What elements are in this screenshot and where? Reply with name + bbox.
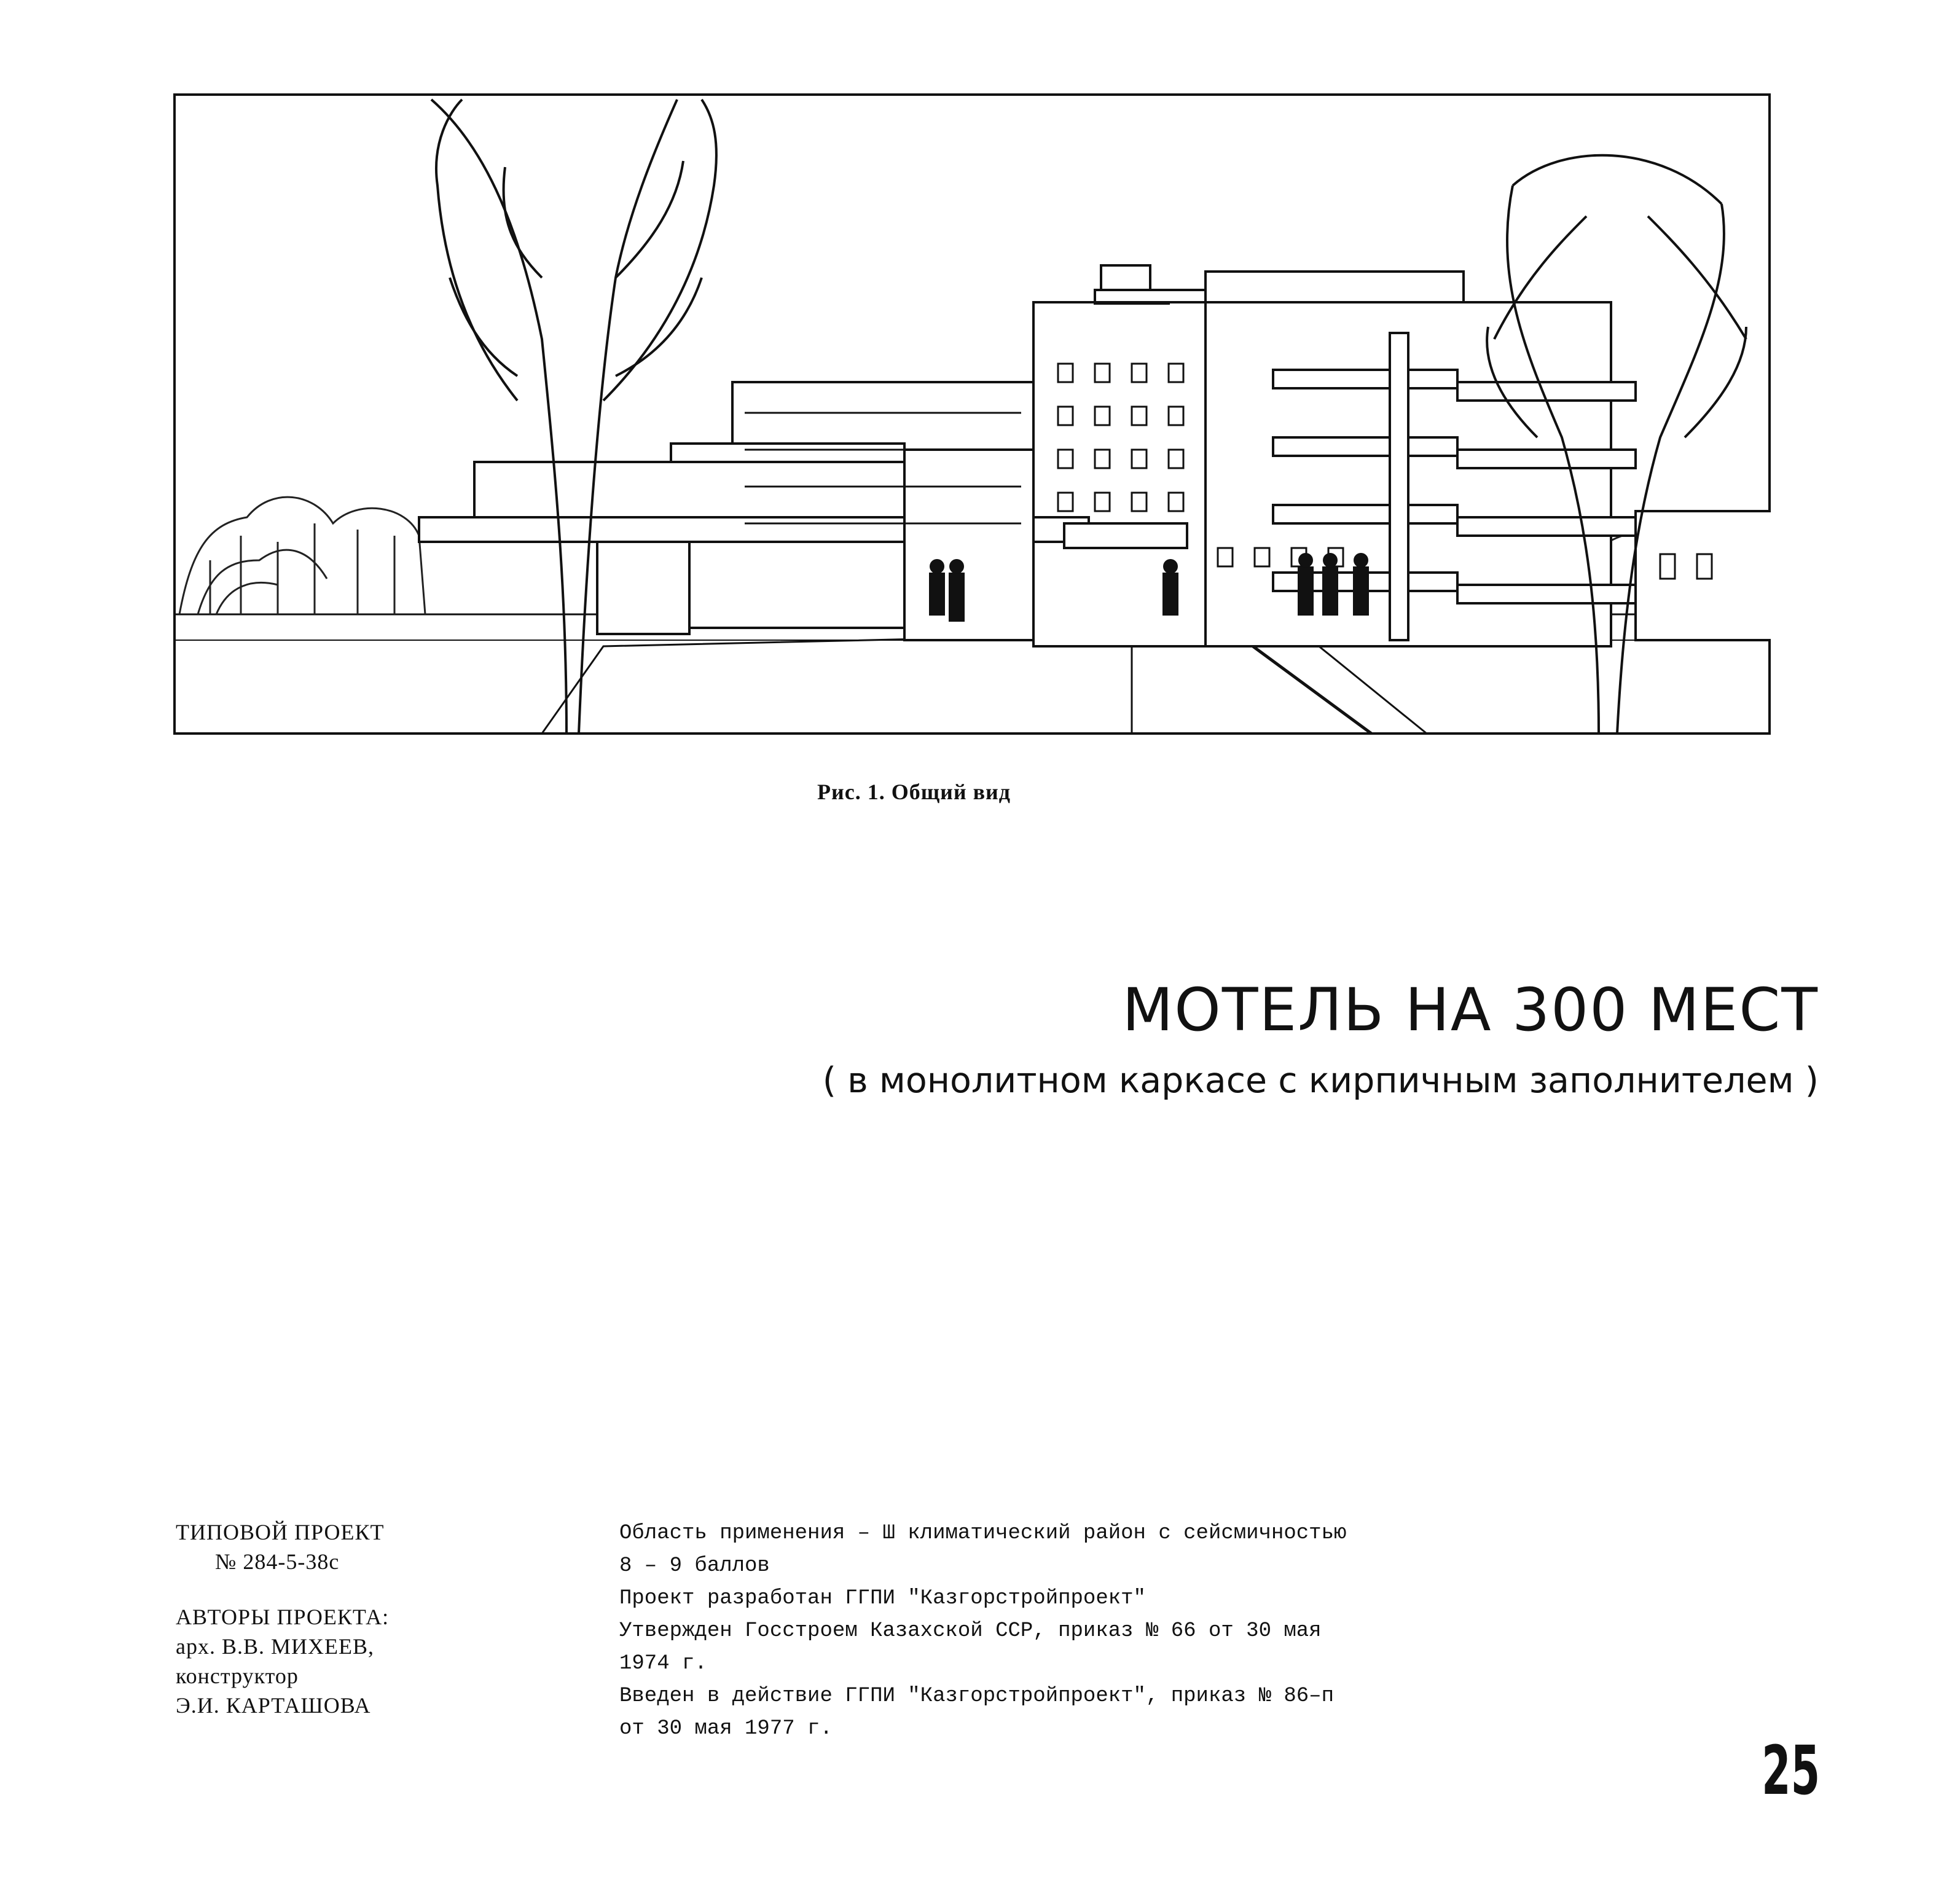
constructor-name: Э.И. КАРТАШОВА — [176, 1693, 371, 1718]
project-type-label: ТИПОВОЙ ПРОЕКТ — [176, 1520, 385, 1544]
authors-label: АВТОРЫ ПРОЕКТА: — [176, 1605, 390, 1629]
detail-line: Утвержден Госстроем Казахской ССР, приказ № 66 от 30 мая — [619, 1619, 1322, 1643]
project-number: № 284-5-38с — [215, 1549, 340, 1574]
constructor-role: конструктор — [176, 1664, 299, 1688]
detail-line: Область применения – Ш климатический район с сейсмичностью — [619, 1522, 1347, 1545]
project-info — [176, 1517, 520, 1720]
building-illustration — [173, 93, 1771, 746]
architect-name: арх. В.В. МИХЕЕВ, — [176, 1634, 374, 1659]
page-subtitle: ( в монолитном каркасе с кирпичным заполнителем ) — [822, 1060, 1819, 1101]
detail-line: 8 – 9 баллов — [619, 1554, 770, 1578]
page-number: 25 — [1762, 1731, 1820, 1810]
detail-line: Проект разработан ГГПИ "Казгорстройпроект" — [619, 1587, 1146, 1610]
detail-line: 1974 г. — [619, 1652, 707, 1675]
detail-line: Введен в действие ГГПИ "Казгорстройпроект", приказ № 86–п — [619, 1684, 1334, 1708]
project-details — [619, 1517, 1510, 1745]
detail-line: от 30 мая 1977 г. — [619, 1717, 833, 1740]
page-title: МОТЕЛЬ НА 300 МЕСТ — [1122, 976, 1819, 1044]
figure-caption: Рис. 1. Общий вид — [817, 780, 1011, 804]
tree-left — [431, 100, 716, 734]
background-trees-left — [179, 497, 425, 614]
